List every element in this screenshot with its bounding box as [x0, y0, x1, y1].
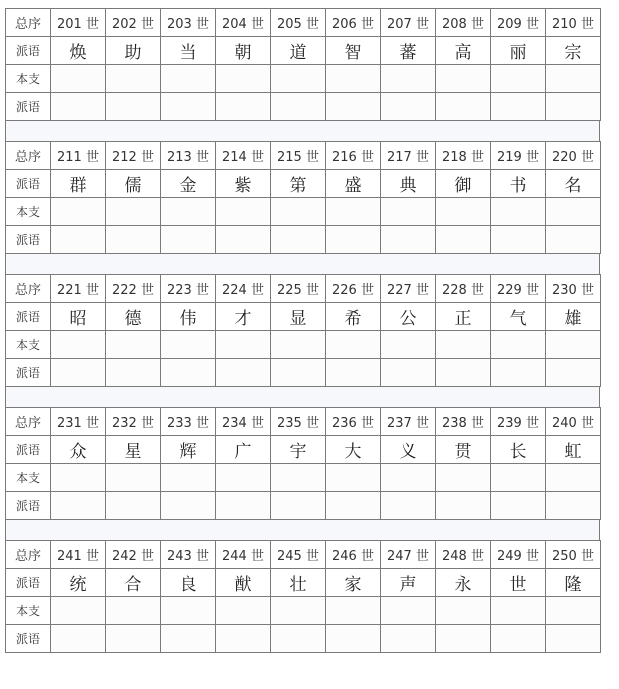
blank-entry-cell[interactable] — [161, 65, 216, 93]
blank-entry-cell[interactable] — [106, 464, 161, 492]
blank-entry-cell[interactable] — [436, 464, 491, 492]
table-row — [6, 625, 601, 653]
blank-entry-cell[interactable] — [161, 331, 216, 359]
blank-entry-cell[interactable] — [381, 226, 436, 254]
generation-character: 希 — [326, 303, 381, 331]
blank-entry-cell[interactable] — [436, 359, 491, 387]
generation-number: 225 世 — [271, 275, 326, 303]
generation-number: 250 世 — [546, 541, 601, 569]
blank-entry-cell[interactable] — [161, 359, 216, 387]
generation-number: 238 世 — [436, 408, 491, 436]
generation-number: 226 世 — [326, 275, 381, 303]
blank-entry-cell[interactable] — [381, 625, 436, 653]
blank-entry-cell[interactable] — [546, 93, 601, 121]
blank-entry-cell[interactable] — [216, 93, 271, 121]
generation-number: 206 世 — [326, 9, 381, 37]
blank-entry-cell[interactable] — [216, 359, 271, 387]
generation-number: 229 世 — [491, 275, 546, 303]
blank-entry-cell[interactable] — [106, 331, 161, 359]
blank-entry-cell[interactable] — [216, 597, 271, 625]
generation-number: 224 世 — [216, 275, 271, 303]
generation-number: 233 世 — [161, 408, 216, 436]
blank-entry-cell[interactable] — [546, 492, 601, 520]
generation-number: 234 世 — [216, 408, 271, 436]
row-label-pai: 派语 — [6, 436, 51, 464]
blank-entry-cell[interactable] — [161, 226, 216, 254]
generation-character: 显 — [271, 303, 326, 331]
blank-entry-cell[interactable] — [106, 226, 161, 254]
generation-number: 204 世 — [216, 9, 271, 37]
blank-entry-cell[interactable] — [161, 597, 216, 625]
blank-entry-cell[interactable] — [51, 65, 106, 93]
generation-character: 长 — [491, 436, 546, 464]
generation-number: 208 世 — [436, 9, 491, 37]
row-label-pai: 派语 — [6, 93, 51, 121]
blank-entry-cell[interactable] — [216, 331, 271, 359]
generation-character: 合 — [106, 569, 161, 597]
blank-entry-cell[interactable] — [381, 597, 436, 625]
generation-character: 助 — [106, 37, 161, 65]
blank-entry-cell[interactable] — [326, 464, 381, 492]
blank-entry-cell[interactable] — [326, 597, 381, 625]
block-separator — [5, 121, 600, 141]
generation-table — [5, 274, 601, 387]
blank-entry-cell[interactable] — [51, 226, 106, 254]
blank-entry-cell[interactable] — [381, 93, 436, 121]
generation-character: 德 — [106, 303, 161, 331]
generation-character: 猷 — [216, 569, 271, 597]
generation-character: 永 — [436, 569, 491, 597]
generation-character: 广 — [216, 436, 271, 464]
table-row — [6, 436, 601, 464]
blank-entry-cell[interactable] — [106, 492, 161, 520]
generation-number: 231 世 — [51, 408, 106, 436]
blank-entry-cell[interactable] — [546, 198, 601, 226]
generation-number: 249 世 — [491, 541, 546, 569]
row-label-pai: 派语 — [6, 303, 51, 331]
row-label-order: 总序 — [6, 142, 51, 170]
row-label-pai: 派语 — [6, 492, 51, 520]
blank-entry-cell[interactable] — [491, 625, 546, 653]
blank-entry-cell[interactable] — [271, 464, 326, 492]
generation-number: 215 世 — [271, 142, 326, 170]
generation-number: 230 世 — [546, 275, 601, 303]
table-row — [6, 170, 601, 198]
generation-character: 壮 — [271, 569, 326, 597]
generation-character: 当 — [161, 37, 216, 65]
generation-character: 朝 — [216, 37, 271, 65]
blank-entry-cell[interactable] — [381, 65, 436, 93]
generation-number: 247 世 — [381, 541, 436, 569]
generation-character: 名 — [546, 170, 601, 198]
blank-entry-cell[interactable] — [271, 597, 326, 625]
table-row — [6, 9, 601, 37]
row-label-benzhi: 本支 — [6, 464, 51, 492]
blank-entry-cell[interactable] — [271, 93, 326, 121]
generation-character: 书 — [491, 170, 546, 198]
blank-entry-cell[interactable] — [436, 198, 491, 226]
blank-entry-cell[interactable] — [381, 359, 436, 387]
generation-number: 210 世 — [546, 9, 601, 37]
blank-entry-cell[interactable] — [491, 65, 546, 93]
generation-character: 御 — [436, 170, 491, 198]
generation-number: 241 世 — [51, 541, 106, 569]
generation-character: 辉 — [161, 436, 216, 464]
generation-number: 223 世 — [161, 275, 216, 303]
blank-entry-cell[interactable] — [216, 198, 271, 226]
row-label-order: 总序 — [6, 9, 51, 37]
generation-number: 232 世 — [106, 408, 161, 436]
generation-number: 220 世 — [546, 142, 601, 170]
blank-entry-cell[interactable] — [271, 359, 326, 387]
blank-entry-cell[interactable] — [381, 331, 436, 359]
generation-character: 儒 — [106, 170, 161, 198]
table-row — [6, 464, 601, 492]
generation-number: 221 世 — [51, 275, 106, 303]
blank-entry-cell[interactable] — [216, 492, 271, 520]
blank-entry-cell[interactable] — [216, 464, 271, 492]
row-label-benzhi: 本支 — [6, 65, 51, 93]
generation-character: 大 — [326, 436, 381, 464]
blank-entry-cell[interactable] — [106, 65, 161, 93]
blank-entry-cell[interactable] — [326, 65, 381, 93]
row-label-pai: 派语 — [6, 625, 51, 653]
table-row — [6, 359, 601, 387]
generation-character: 蕃 — [381, 37, 436, 65]
blank-entry-cell[interactable] — [436, 492, 491, 520]
table-row — [6, 541, 601, 569]
generation-character: 紫 — [216, 170, 271, 198]
generation-number: 209 世 — [491, 9, 546, 37]
generation-number: 228 世 — [436, 275, 491, 303]
blank-entry-cell[interactable] — [51, 464, 106, 492]
generation-character: 伟 — [161, 303, 216, 331]
blank-entry-cell[interactable] — [326, 625, 381, 653]
generation-character: 雄 — [546, 303, 601, 331]
blank-entry-cell[interactable] — [216, 65, 271, 93]
generation-character: 声 — [381, 569, 436, 597]
blank-entry-cell[interactable] — [216, 226, 271, 254]
blank-entry-cell[interactable] — [491, 331, 546, 359]
generation-character: 星 — [106, 436, 161, 464]
table-row — [6, 492, 601, 520]
blank-entry-cell[interactable] — [491, 492, 546, 520]
generation-number: 201 世 — [51, 9, 106, 37]
generation-number: 244 世 — [216, 541, 271, 569]
generation-number: 216 世 — [326, 142, 381, 170]
generation-table — [5, 407, 601, 520]
generation-character: 丽 — [491, 37, 546, 65]
generation-table — [5, 141, 601, 254]
table-row — [6, 226, 601, 254]
generation-number: 218 世 — [436, 142, 491, 170]
blank-entry-cell[interactable] — [436, 625, 491, 653]
blank-entry-cell[interactable] — [546, 331, 601, 359]
blank-entry-cell[interactable] — [491, 198, 546, 226]
generation-character: 义 — [381, 436, 436, 464]
generation-character: 贯 — [436, 436, 491, 464]
row-label-order: 总序 — [6, 541, 51, 569]
generation-character: 盛 — [326, 170, 381, 198]
blank-entry-cell[interactable] — [326, 226, 381, 254]
row-label-pai: 派语 — [6, 37, 51, 65]
blank-entry-cell[interactable] — [271, 331, 326, 359]
generation-character: 众 — [51, 436, 106, 464]
blank-entry-cell[interactable] — [546, 464, 601, 492]
blank-entry-cell[interactable] — [326, 492, 381, 520]
blank-entry-cell[interactable] — [546, 597, 601, 625]
generation-number: 212 世 — [106, 142, 161, 170]
generation-character: 宗 — [546, 37, 601, 65]
genealogy-sheet — [5, 8, 600, 653]
generation-character: 第 — [271, 170, 326, 198]
generation-character: 世 — [491, 569, 546, 597]
blank-entry-cell[interactable] — [381, 464, 436, 492]
blank-entry-cell[interactable] — [106, 198, 161, 226]
blank-entry-cell[interactable] — [326, 331, 381, 359]
block-separator — [5, 520, 600, 540]
table-row — [6, 93, 601, 121]
generation-number: 217 世 — [381, 142, 436, 170]
block-separator — [5, 387, 600, 407]
blank-entry-cell[interactable] — [436, 331, 491, 359]
blank-entry-cell[interactable] — [326, 198, 381, 226]
blank-entry-cell[interactable] — [161, 464, 216, 492]
blank-entry-cell[interactable] — [216, 625, 271, 653]
generation-character: 公 — [381, 303, 436, 331]
blank-entry-cell[interactable] — [106, 625, 161, 653]
table-row — [6, 303, 601, 331]
generation-number: 243 世 — [161, 541, 216, 569]
generation-number: 214 世 — [216, 142, 271, 170]
table-row — [6, 275, 601, 303]
table-row — [6, 569, 601, 597]
generation-number: 207 世 — [381, 9, 436, 37]
generation-number: 242 世 — [106, 541, 161, 569]
blank-entry-cell[interactable] — [491, 464, 546, 492]
blank-entry-cell[interactable] — [436, 93, 491, 121]
table-row — [6, 142, 601, 170]
blank-entry-cell[interactable] — [106, 359, 161, 387]
blank-entry-cell[interactable] — [546, 65, 601, 93]
generation-number: 211 世 — [51, 142, 106, 170]
generation-number: 213 世 — [161, 142, 216, 170]
generation-character: 统 — [51, 569, 106, 597]
generation-number: 202 世 — [106, 9, 161, 37]
table-row — [6, 408, 601, 436]
blank-entry-cell[interactable] — [271, 226, 326, 254]
blank-entry-cell[interactable] — [51, 492, 106, 520]
blank-entry-cell[interactable] — [51, 597, 106, 625]
generation-table — [5, 8, 601, 121]
generation-number: 235 世 — [271, 408, 326, 436]
blank-entry-cell[interactable] — [436, 597, 491, 625]
blank-entry-cell[interactable] — [106, 93, 161, 121]
blank-entry-cell[interactable] — [51, 331, 106, 359]
row-label-order: 总序 — [6, 275, 51, 303]
blank-entry-cell[interactable] — [436, 226, 491, 254]
row-label-pai: 派语 — [6, 226, 51, 254]
generation-character: 虹 — [546, 436, 601, 464]
row-label-pai: 派语 — [6, 359, 51, 387]
blank-entry-cell[interactable] — [271, 625, 326, 653]
row-label-benzhi: 本支 — [6, 331, 51, 359]
generation-number: 203 世 — [161, 9, 216, 37]
generation-number: 240 世 — [546, 408, 601, 436]
generation-character: 群 — [51, 170, 106, 198]
generation-character: 良 — [161, 569, 216, 597]
generation-table — [5, 540, 601, 653]
blank-entry-cell[interactable] — [326, 359, 381, 387]
blank-entry-cell[interactable] — [326, 93, 381, 121]
generation-character: 隆 — [546, 569, 601, 597]
blank-entry-cell[interactable] — [546, 625, 601, 653]
blank-entry-cell[interactable] — [271, 65, 326, 93]
blank-entry-cell[interactable] — [161, 625, 216, 653]
blank-entry-cell[interactable] — [51, 359, 106, 387]
generation-number: 248 世 — [436, 541, 491, 569]
blank-entry-cell[interactable] — [161, 198, 216, 226]
blank-entry-cell[interactable] — [271, 492, 326, 520]
generation-number: 246 世 — [326, 541, 381, 569]
generation-character: 智 — [326, 37, 381, 65]
row-label-benzhi: 本支 — [6, 597, 51, 625]
blank-entry-cell[interactable] — [491, 359, 546, 387]
blank-entry-cell[interactable] — [381, 198, 436, 226]
table-row — [6, 65, 601, 93]
row-label-pai: 派语 — [6, 569, 51, 597]
generation-character: 焕 — [51, 37, 106, 65]
generation-character: 高 — [436, 37, 491, 65]
generation-character: 昭 — [51, 303, 106, 331]
blank-entry-cell[interactable] — [51, 198, 106, 226]
table-row — [6, 198, 601, 226]
generation-number: 237 世 — [381, 408, 436, 436]
blank-entry-cell[interactable] — [381, 492, 436, 520]
generation-character: 金 — [161, 170, 216, 198]
block-separator — [5, 254, 600, 274]
blank-entry-cell[interactable] — [161, 93, 216, 121]
generation-character: 家 — [326, 569, 381, 597]
generation-character: 道 — [271, 37, 326, 65]
row-label-pai: 派语 — [6, 170, 51, 198]
generation-number: 222 世 — [106, 275, 161, 303]
table-row — [6, 37, 601, 65]
table-row — [6, 597, 601, 625]
generation-character: 正 — [436, 303, 491, 331]
blank-entry-cell[interactable] — [161, 492, 216, 520]
blank-entry-cell[interactable] — [491, 597, 546, 625]
row-label-order: 总序 — [6, 408, 51, 436]
generation-character: 才 — [216, 303, 271, 331]
blank-entry-cell[interactable] — [546, 359, 601, 387]
blank-entry-cell[interactable] — [51, 625, 106, 653]
generation-character: 宇 — [271, 436, 326, 464]
blank-entry-cell[interactable] — [546, 226, 601, 254]
generation-number: 239 世 — [491, 408, 546, 436]
generation-number: 245 世 — [271, 541, 326, 569]
table-row — [6, 331, 601, 359]
generation-number: 227 世 — [381, 275, 436, 303]
generation-number: 236 世 — [326, 408, 381, 436]
generation-character: 典 — [381, 170, 436, 198]
generation-number: 219 世 — [491, 142, 546, 170]
generation-character: 气 — [491, 303, 546, 331]
blank-entry-cell[interactable] — [491, 226, 546, 254]
blank-entry-cell[interactable] — [436, 65, 491, 93]
blank-entry-cell[interactable] — [51, 93, 106, 121]
blank-entry-cell[interactable] — [491, 93, 546, 121]
blank-entry-cell[interactable] — [106, 597, 161, 625]
blank-entry-cell[interactable] — [271, 198, 326, 226]
generation-number: 205 世 — [271, 9, 326, 37]
row-label-benzhi: 本支 — [6, 198, 51, 226]
